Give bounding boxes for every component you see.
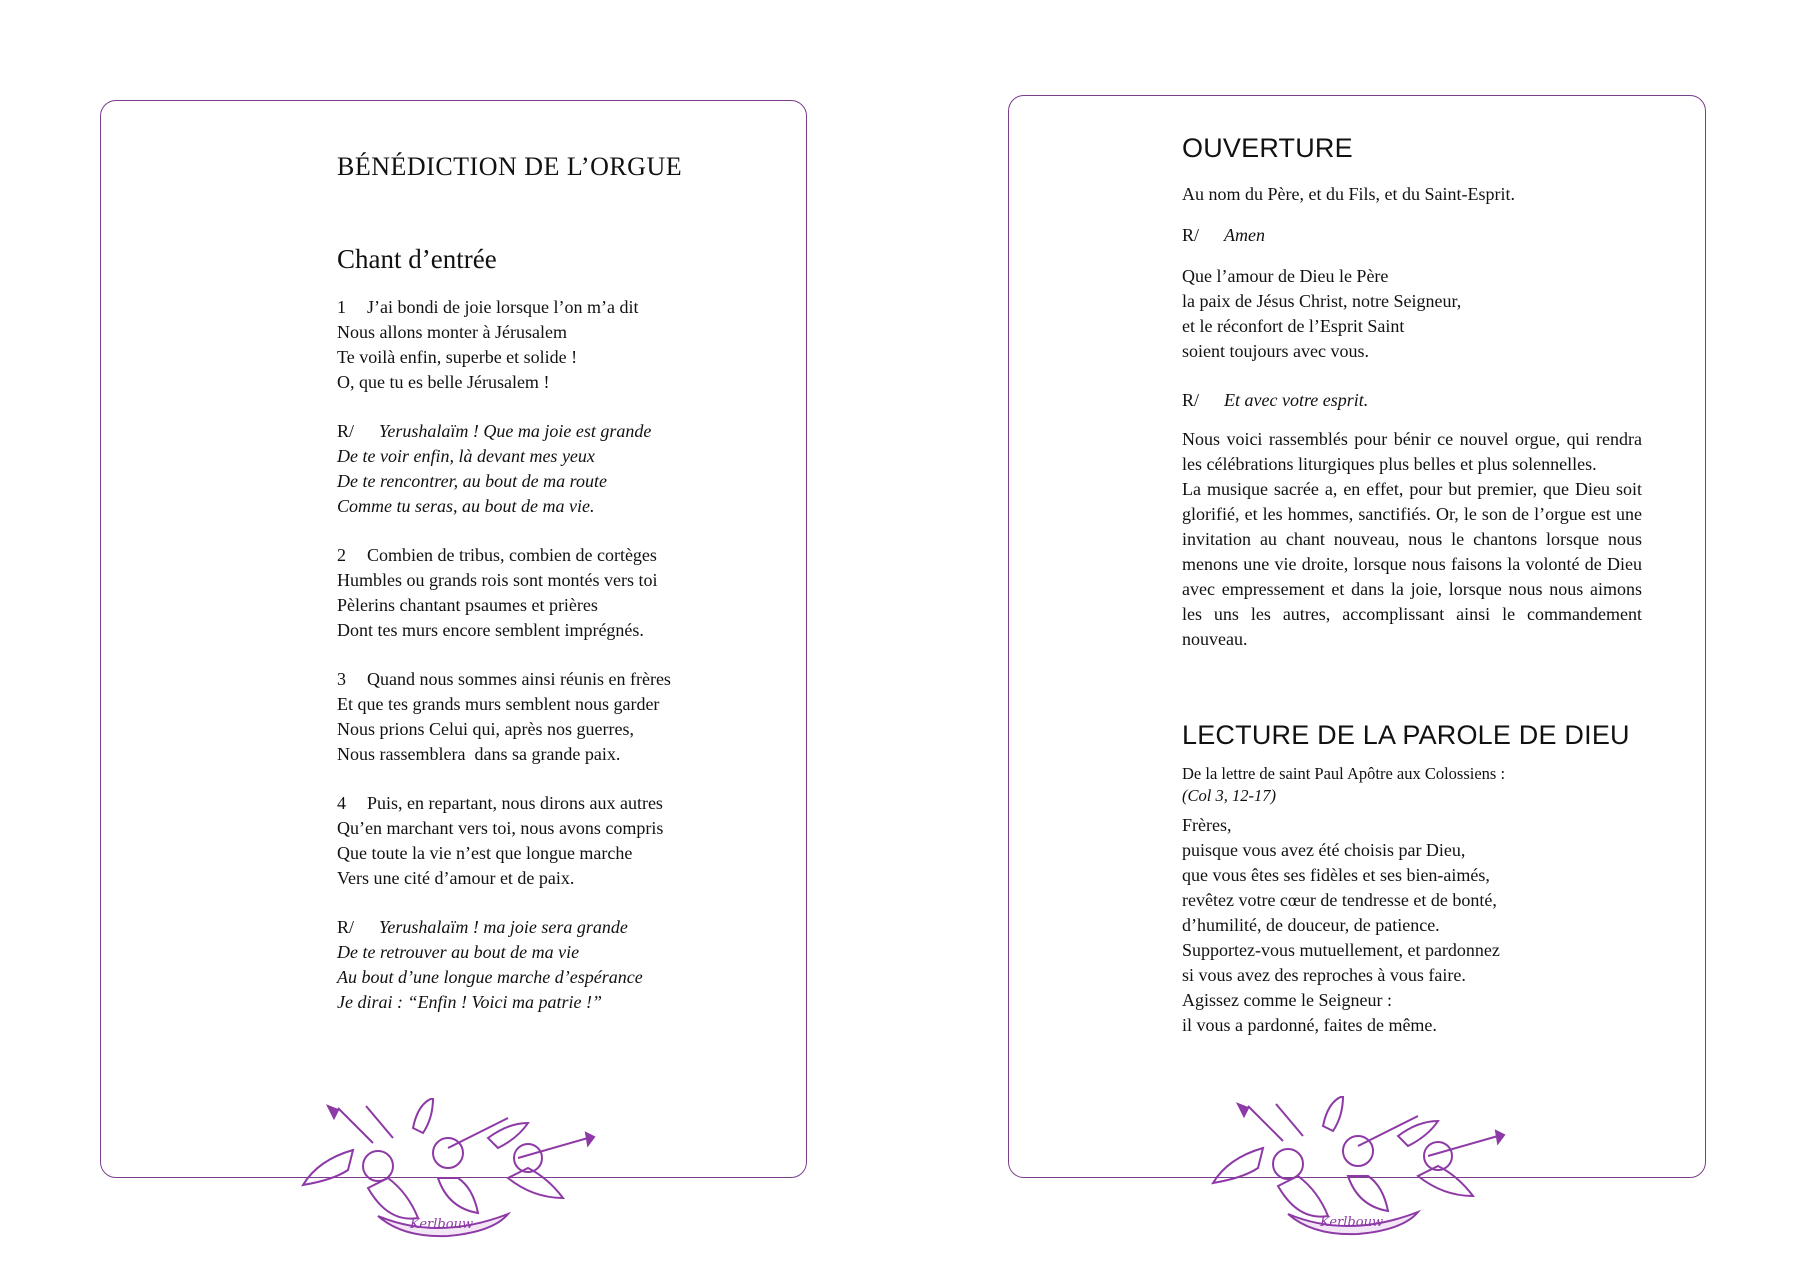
refrain-mark: R/ (337, 421, 355, 441)
refrain-line: Yerushalaïm ! ma joie sera grande (379, 917, 628, 937)
verse-line: O, que tu es belle Jérusalem ! (337, 372, 550, 392)
intro-paragraph-2: La musique sacrée a, en effet, pour but premier, que Dieu soit glorifié, et les hommes, sanctifiés. Or, le son de l’orgue est une invitation au chant nouveau, nous le chantons lorsque nous menons une vie droite, lorsque nous faisons la volonté de Dieu avec empressement et dans la joie, lorsque nous nous aimons les uns les autres, accomplissant ainsi le commandement nouveau. (1182, 479, 1642, 649)
verse-line: Dont tes murs encore semblent imprégnés. (337, 620, 644, 640)
refrain-line: De te rencontrer, au bout de ma route (337, 471, 607, 491)
stanza-number: 3 (337, 669, 346, 689)
verse-line: Qu’en marchant vers toi, nous avons compris (337, 818, 664, 838)
refrain-line: Comme tu seras, au bout de ma vie. (337, 496, 595, 516)
refrain-line: Je dirai : “Enfin ! Voici ma patrie !” (337, 992, 602, 1012)
verse-line: Puis, en repartant, nous dirons aux autres (367, 793, 663, 813)
response-mark: R/ (1182, 390, 1200, 410)
refrain-2 (337, 915, 777, 1015)
reading-line: d’humilité, de douceur, de patience. (1182, 915, 1440, 935)
reading-text (1182, 813, 1642, 1038)
stanza-3 (337, 667, 777, 767)
stanza-4 (337, 791, 777, 891)
reading-line: Supportez-vous mutuellement, et pardonnez (1182, 940, 1500, 960)
greeting-line: la paix de Jésus Christ, notre Seigneur, (1182, 291, 1462, 311)
verse-line: J’ai bondi de joie lorsque l’on m’a dit (367, 297, 639, 317)
ornament-banner-text: Kerlbouw (1320, 1215, 1384, 1230)
section-title-chant: Chant d’entrée (337, 244, 497, 274)
greeting-line: soient toujours avec vous. (1182, 341, 1369, 361)
reading-line: revêtez votre cœur de tendresse et de bonté, (1182, 890, 1497, 910)
refrain-line: De te voir enfin, là devant mes yeux (337, 446, 595, 466)
verse-line: Humbles ou grands rois sont montés vers toi (337, 570, 658, 590)
refrain-line: De te retrouver au bout de ma vie (337, 942, 580, 962)
angels-trumpets-ornament (298, 1098, 618, 1238)
right-page-content (1182, 133, 1642, 1038)
stanza-number: 2 (337, 545, 346, 565)
reading-source: De la lettre de saint Paul Apôtre aux Colossiens : (1182, 764, 1506, 783)
verse-line: Te voilà enfin, superbe et solide ! (337, 347, 578, 367)
refrain-line: Au bout d’une longue marche d’espérance (337, 967, 643, 987)
response-amen: R/ Amen (1182, 223, 1642, 248)
stanza-2 (337, 543, 777, 643)
invocation-text: Au nom du Père, et du Fils, et du Saint-Esprit. (1182, 184, 1515, 204)
section-title-ouverture: OUVERTURE (1182, 133, 1353, 163)
verse-line: Et que tes grands murs semblent nous garder (337, 694, 660, 714)
reading-line: que vous êtes ses fidèles et ses bien-aimés, (1182, 865, 1490, 885)
greeting (1182, 264, 1642, 364)
response-mark: R/ (1182, 225, 1200, 245)
verse-line: Que toute la vie n’est que longue marche (337, 843, 633, 863)
refrain-line: Yerushalaïm ! Que ma joie est grande (379, 421, 652, 441)
section-title-lecture: LECTURE DE LA PAROLE DE DIEU (1182, 720, 1630, 750)
verse-line: Nous allons monter à Jérusalem (337, 322, 567, 342)
reading-line: Agissez comme le Seigneur : (1182, 990, 1392, 1010)
left-page-content (337, 152, 777, 1015)
reading-reference: (Col 3, 12-17) (1182, 786, 1276, 805)
verse-line: Combien de tribus, combien de cortèges (367, 545, 657, 565)
reading-line: si vous avez des reproches à vous faire. (1182, 965, 1466, 985)
response-esprit: R/ Et avec votre esprit. (1182, 388, 1642, 413)
stanza-number: 1 (337, 297, 346, 317)
ornament-banner-text: Kerlbouw (410, 1217, 474, 1232)
page-title: BÉNÉDICTION DE L’ORGUE (337, 152, 683, 181)
verse-line: Nous prions Celui qui, après nos guerres, (337, 719, 634, 739)
verse-line: Pèlerins chantant psaumes et prières (337, 595, 598, 615)
intro-paragraph-1: Nous voici rassemblés pour bénir ce nouvel orgue, qui rendra les célébrations liturgiques plus belles et plus solennelles. (1182, 429, 1642, 474)
stanza-number: 4 (337, 793, 346, 813)
reading-line: Frères, (1182, 815, 1232, 835)
angels-trumpets-ornament (1208, 1096, 1528, 1236)
reading-line: il vous a pardonné, faites de même. (1182, 1015, 1437, 1035)
greeting-line: Que l’amour de Dieu le Père (1182, 266, 1389, 286)
refrain-1 (337, 419, 777, 519)
reading-line: puisque vous avez été choisis par Dieu, (1182, 840, 1466, 860)
refrain-mark: R/ (337, 917, 355, 937)
verse-line: Vers une cité d’amour et de paix. (337, 868, 575, 888)
verse-line: Nous rassemblera dans sa grande paix. (337, 744, 621, 764)
verse-line: Quand nous sommes ainsi réunis en frères (367, 669, 671, 689)
stanza-1 (337, 295, 777, 395)
greeting-line: et le réconfort de l’Esprit Saint (1182, 316, 1405, 336)
